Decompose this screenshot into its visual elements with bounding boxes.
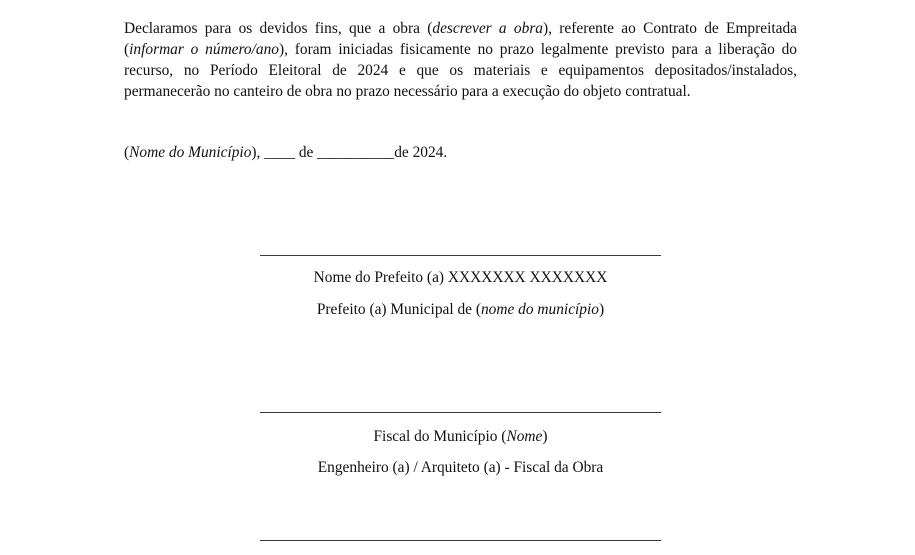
contract-number-placeholder: informar o número/ano bbox=[129, 41, 279, 58]
day-blank: ____ bbox=[264, 144, 296, 161]
signature-line-third bbox=[260, 540, 661, 541]
prefeito-title-prefix: Prefeito (a) Municipal de ( bbox=[316, 301, 481, 318]
fiscal-name-suffix: ) bbox=[542, 428, 548, 445]
place-date-line bbox=[124, 143, 447, 163]
signature-line-prefeito bbox=[260, 255, 661, 256]
signature-line-fiscal bbox=[260, 412, 661, 413]
fiscal-name-prefix: Fiscal do Município ( bbox=[373, 428, 507, 445]
date-de-1: de bbox=[295, 144, 318, 161]
municipio-placeholder: Nome do Município bbox=[129, 144, 252, 161]
declaration-text-1: Declaramos para os devidos fins, que a obra ( bbox=[124, 20, 433, 37]
declaration-text-2: ), referente ao Contrato de Empreitada ( bbox=[124, 20, 797, 58]
declaration-paragraph bbox=[124, 18, 797, 102]
date-year: de 2024. bbox=[394, 144, 448, 161]
obra-placeholder: descrever a obra bbox=[432, 20, 544, 37]
fiscal-title: Engenheiro (a) / Arquiteto (a) - Fiscal da Obra bbox=[317, 459, 604, 476]
paren-open: ( bbox=[124, 144, 130, 161]
municipio-name-placeholder: nome do município bbox=[480, 301, 599, 318]
month-blank: __________ bbox=[317, 144, 395, 161]
declaration-text-3: ), foram iniciadas fisicamente no prazo legalmente previsto para a liberação do recurso, no Período Eleitoral de 2024 e que os materiais e equipamentos depositados/instalados, permanecerão no canteiro de obra no prazo necessário para a execução do objeto contratual. bbox=[124, 41, 797, 100]
prefeito-title bbox=[260, 300, 661, 320]
prefeito-name: Nome do Prefeito (a) XXXXXXX XXXXXXX bbox=[313, 269, 608, 286]
paren-close: ), bbox=[251, 144, 265, 161]
fiscal-name bbox=[260, 427, 661, 447]
prefeito-title-suffix: ) bbox=[598, 301, 605, 318]
fiscal-name-placeholder: Nome bbox=[506, 428, 543, 445]
